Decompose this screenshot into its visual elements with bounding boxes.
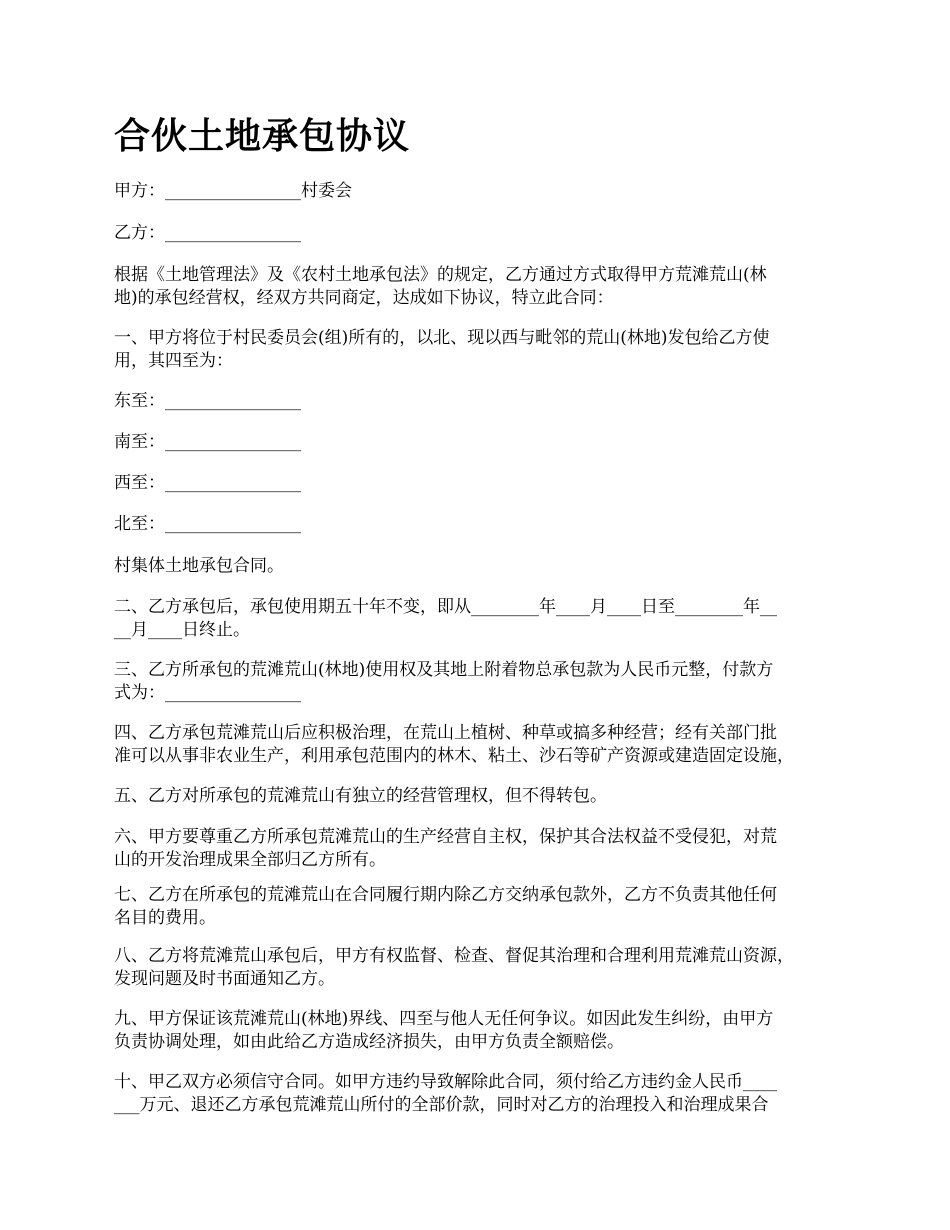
clause-4: 四、乙方承包荒滩荒山后应积极治理，在荒山上植树、种草或搞多种经营；经有关部门批 准可以从事非农业生产，利用承包范围内的林木、粘土、沙石等矿产资源或建造固定设施， <box>114 723 794 766</box>
party-a: 甲方：________________村委会 <box>114 181 352 201</box>
boundary-north: 北至：________________ <box>114 514 301 534</box>
clause-1: 一、甲方将位于村民委员会(组)所有的，以北、现以西与毗邻的荒山(林地)发包给乙方使 用，其四至为： <box>114 328 770 371</box>
boundary-south: 南至：________________ <box>114 432 301 452</box>
party-b: 乙方：________________ <box>114 223 301 243</box>
clause-5: 五、乙方对所承包的荒滩荒山有独立的经营管理权，但不得转包。 <box>114 786 607 806</box>
clause-2: 二、乙方承包后，承包使用期五十年不变，即从________年____月____日至________年__ __月____日终止。 <box>114 597 777 640</box>
clause-7: 七、乙方在所承包的荒滩荒山在合同履行期内除乙方交纳承包款外，乙方不负责其他任何 名目的费用。 <box>114 885 777 928</box>
clause-9: 九、甲方保证该荒滩荒山(林地)界线、四至与他人无任何争议。如因此发生纠纷，由甲方 负责协调处理，如由此给乙方造成经济损失，由甲方负责全额赔偿。 <box>114 1009 774 1052</box>
boundary-west: 西至：________________ <box>114 473 301 493</box>
clause-8: 八、乙方将荒滩荒山承包后，甲方有权监督、检查、督促其治理和合理利用荒滩荒山资源， 发现问题及时书面通知乙方。 <box>114 946 794 989</box>
preamble: 根据《土地管理法》及《农村土地承包法》的规定，乙方通过方式取得甲方荒滩荒山(林 地)的承包经营权，经双方共同商定，达成如下协议，特立此合同： <box>114 265 767 308</box>
document-title: 合伙土地承包协议 <box>114 115 411 157</box>
boundary-east: 东至：________________ <box>114 391 301 411</box>
clause-6: 六、甲方要尊重乙方所承包荒滩荒山的生产经营自主权，保护其合法权益不受侵犯，对荒 山的开发治理成果全部归乙方所有。 <box>114 827 777 870</box>
collective-contract-note: 村集体土地承包合同。 <box>114 556 284 576</box>
clause-10: 十、甲乙双方必须信守合同。如甲方违约导致解除此合同，须付给乙方违约金人民币____ ___万元、退还乙方承包荒滩荒山所付的全部价款，同时对乙方的治理投入和治理成果合 <box>114 1072 777 1115</box>
clause-3: 三、乙方所承包的荒滩荒山(林地)使用权及其地上附着物总承包款为人民币元整，付款方 式为：________________ <box>114 660 774 703</box>
